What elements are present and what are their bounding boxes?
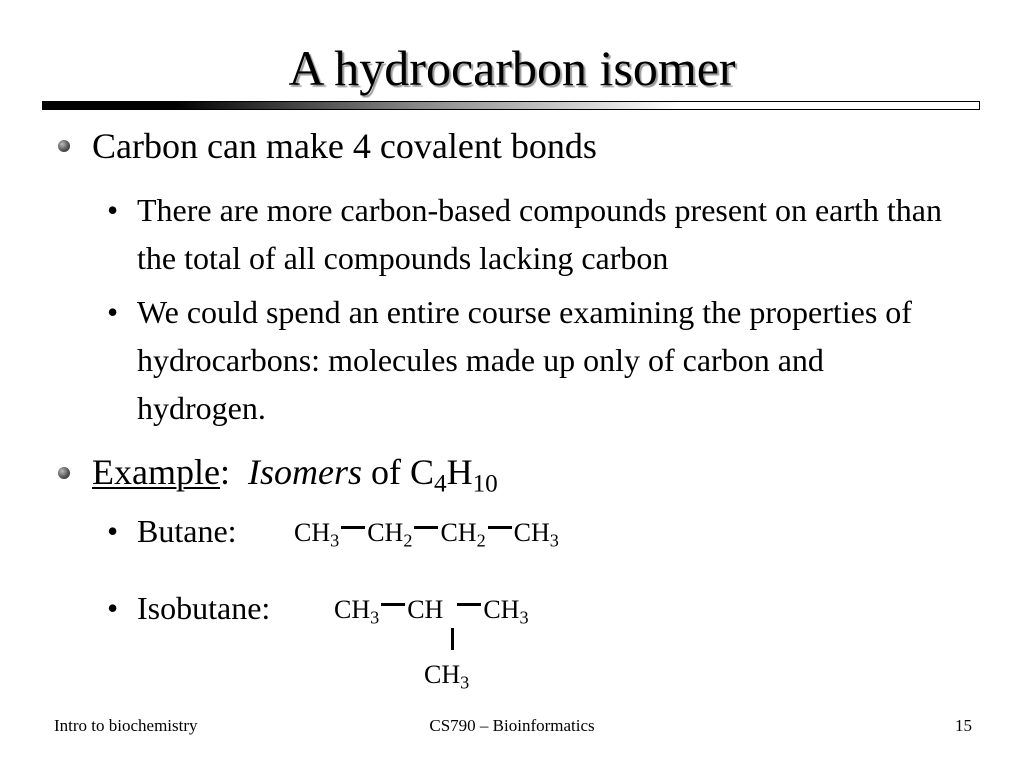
of-word: of (370, 452, 401, 492)
sub-bullet-dot-icon: • (107, 513, 119, 549)
title-underline-bar (42, 101, 980, 110)
footer-center: CS790 – Bioinformatics (429, 716, 595, 735)
butane-group: CH (513, 518, 550, 547)
isobutane-branch-subscript: 3 (460, 672, 470, 693)
butane-label: Butane: (137, 513, 237, 549)
footer-course: Intro to biochemistry (54, 716, 198, 735)
single-bond (381, 603, 405, 606)
sub-bullet-hydrocarbons: We could spend an entire course examining the properties of hydrocarbons: molecules made up only of carbon and hydrogen. (137, 294, 912, 426)
sub-bullet-carbon-compounds: There are more carbon-based compounds present on earth than the total of all compounds lacking carbon (137, 192, 942, 276)
butane-structure (294, 518, 559, 551)
formula-c-subscript: 4 (433, 470, 447, 498)
single-bond (457, 603, 481, 606)
isobutane-group: CH (334, 595, 371, 624)
isobutane-group: CH (407, 595, 444, 624)
isobutane-branch-group: CH (424, 660, 461, 689)
bullet-dot-icon (58, 140, 70, 152)
vertical-bond (451, 628, 454, 650)
formula-h-subscript: 10 (472, 470, 498, 498)
isobutane-branch (424, 660, 470, 693)
butane-group-subscript: 2 (403, 530, 413, 551)
formula-c: C (409, 452, 434, 492)
isobutane-label: Isobutane: (137, 590, 271, 626)
bullet-dot-icon (58, 467, 70, 479)
isobutane-group: CH (483, 595, 520, 624)
sub-bullet-dot-icon: • (107, 192, 119, 228)
isobutane-group-subscript: 3 (370, 607, 380, 628)
butane-group: CH (367, 518, 404, 547)
single-bond (341, 526, 365, 529)
single-bond (414, 526, 438, 529)
sub-bullet-dot-icon: • (107, 294, 119, 330)
formula-h: H (446, 452, 473, 492)
isobutane-structure (334, 595, 529, 628)
example-label: Example (92, 452, 220, 492)
butane-group: CH (440, 518, 477, 547)
bullet-carbon-bonds: Carbon can make 4 covalent bonds (92, 126, 597, 166)
butane-group-subscript: 2 (476, 530, 486, 551)
butane-group: CH (294, 518, 331, 547)
slide-number: 15 (955, 716, 972, 735)
example-colon: : (219, 452, 230, 492)
sub-bullet-dot-icon: • (107, 590, 119, 626)
single-bond (488, 526, 512, 529)
butane-group-subscript: 3 (549, 530, 559, 551)
slide-title: A hydrocarbon isomer (288, 40, 736, 96)
isomers-word: Isomers (247, 452, 362, 492)
bullet-example (92, 452, 498, 498)
butane-group-subscript: 3 (330, 530, 340, 551)
isobutane-group-subscript: 3 (519, 607, 529, 628)
